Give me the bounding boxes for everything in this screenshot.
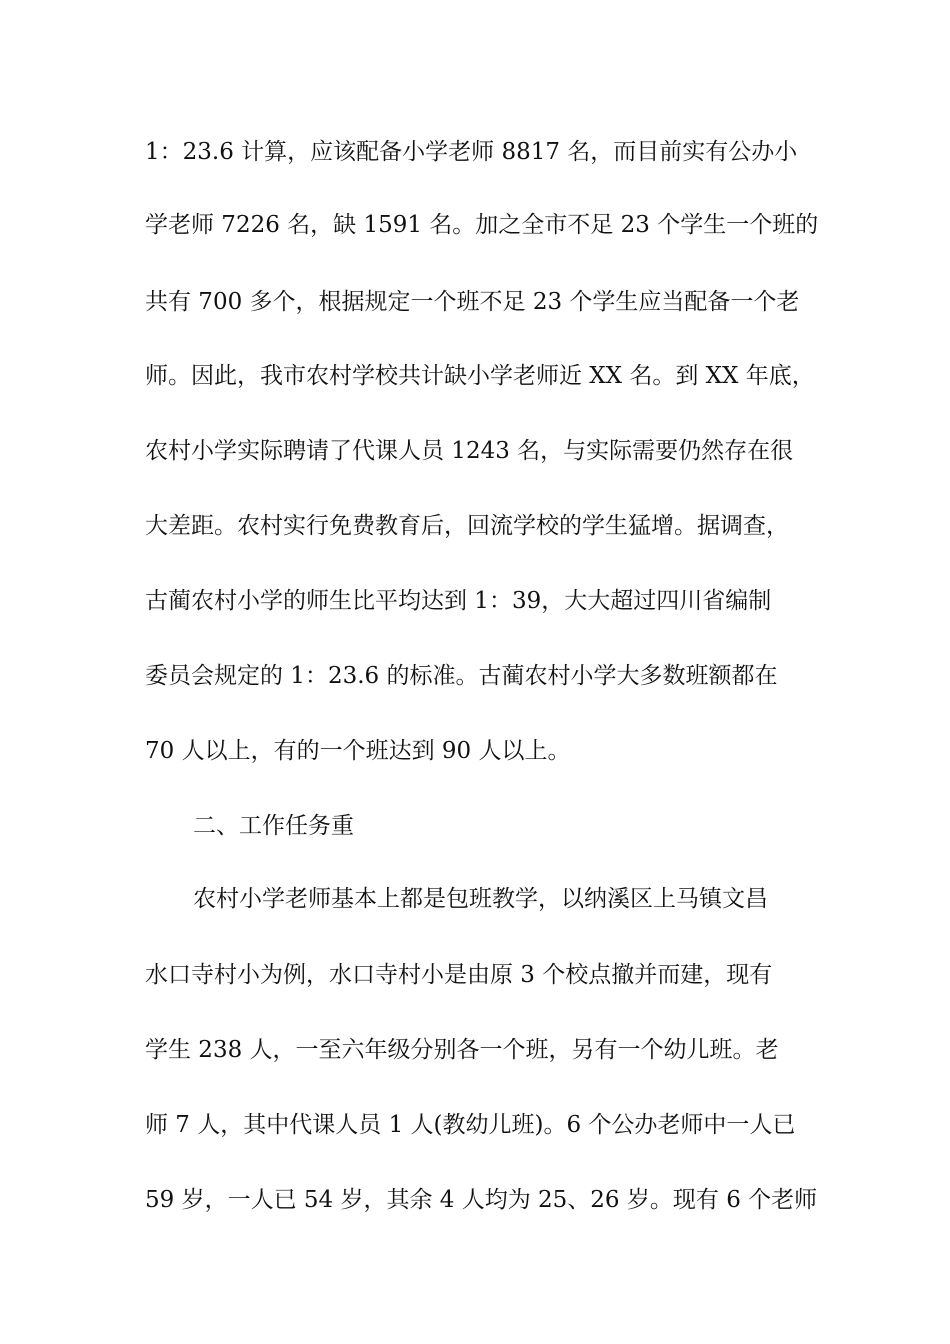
paragraph-line: 大差距。农村实行免费教育后，回流学校的学生猛增。据调查， bbox=[145, 513, 789, 539]
paragraph-line: 农村小学老师基本上都是包班教学，以纳溪区上马镇文昌 bbox=[193, 886, 768, 912]
section-heading: 二、工作任务重 bbox=[193, 813, 354, 839]
paragraph-line: 共有 700 多个，根据规定一个班不足 23 个学生应当配备一个老 bbox=[145, 289, 800, 315]
paragraph-line: 70 人以上，有的一个班达到 90 人以上。 bbox=[145, 738, 571, 764]
paragraph-line: 学老师 7226 名，缺 1591 名。加之全市不足 23 个学生一个班的 bbox=[145, 212, 819, 238]
paragraph-line: 师 7 人，其中代课人员 1 人(教幼儿班)。6 个公办老师中一人已 bbox=[145, 1112, 796, 1138]
paragraph-line: 委员会规定的 1：23.6 的标准。古蔺农村小学大多数班额都在 bbox=[145, 663, 778, 689]
paragraph-line: 59 岁，一人已 54 岁，其余 4 人均为 25、26 岁。现有 6 个老师 bbox=[145, 1187, 818, 1213]
paragraph-line: 农村小学实际聘请了代课人员 1243 名，与实际需要仍然存在很 bbox=[145, 438, 794, 464]
paragraph-line: 学生 238 人，一至六年级分别各一个班，另有一个幼儿班。老 bbox=[145, 1037, 779, 1063]
paragraph-line: 1：23.6 计算，应该配备小学老师 8817 名，而目前实有公办小 bbox=[145, 139, 798, 165]
paragraph-line: 水口寺村小为例，水口寺村小是由原 3 个校点撤并而建，现有 bbox=[145, 962, 773, 988]
paragraph-line: 师。因此，我市农村学校共计缺小学老师近 XX 名。到 XX 年底， bbox=[145, 363, 815, 389]
paragraph-line: 古蔺农村小学的师生比平均达到 1：39，大大超过四川省编制 bbox=[145, 588, 772, 614]
